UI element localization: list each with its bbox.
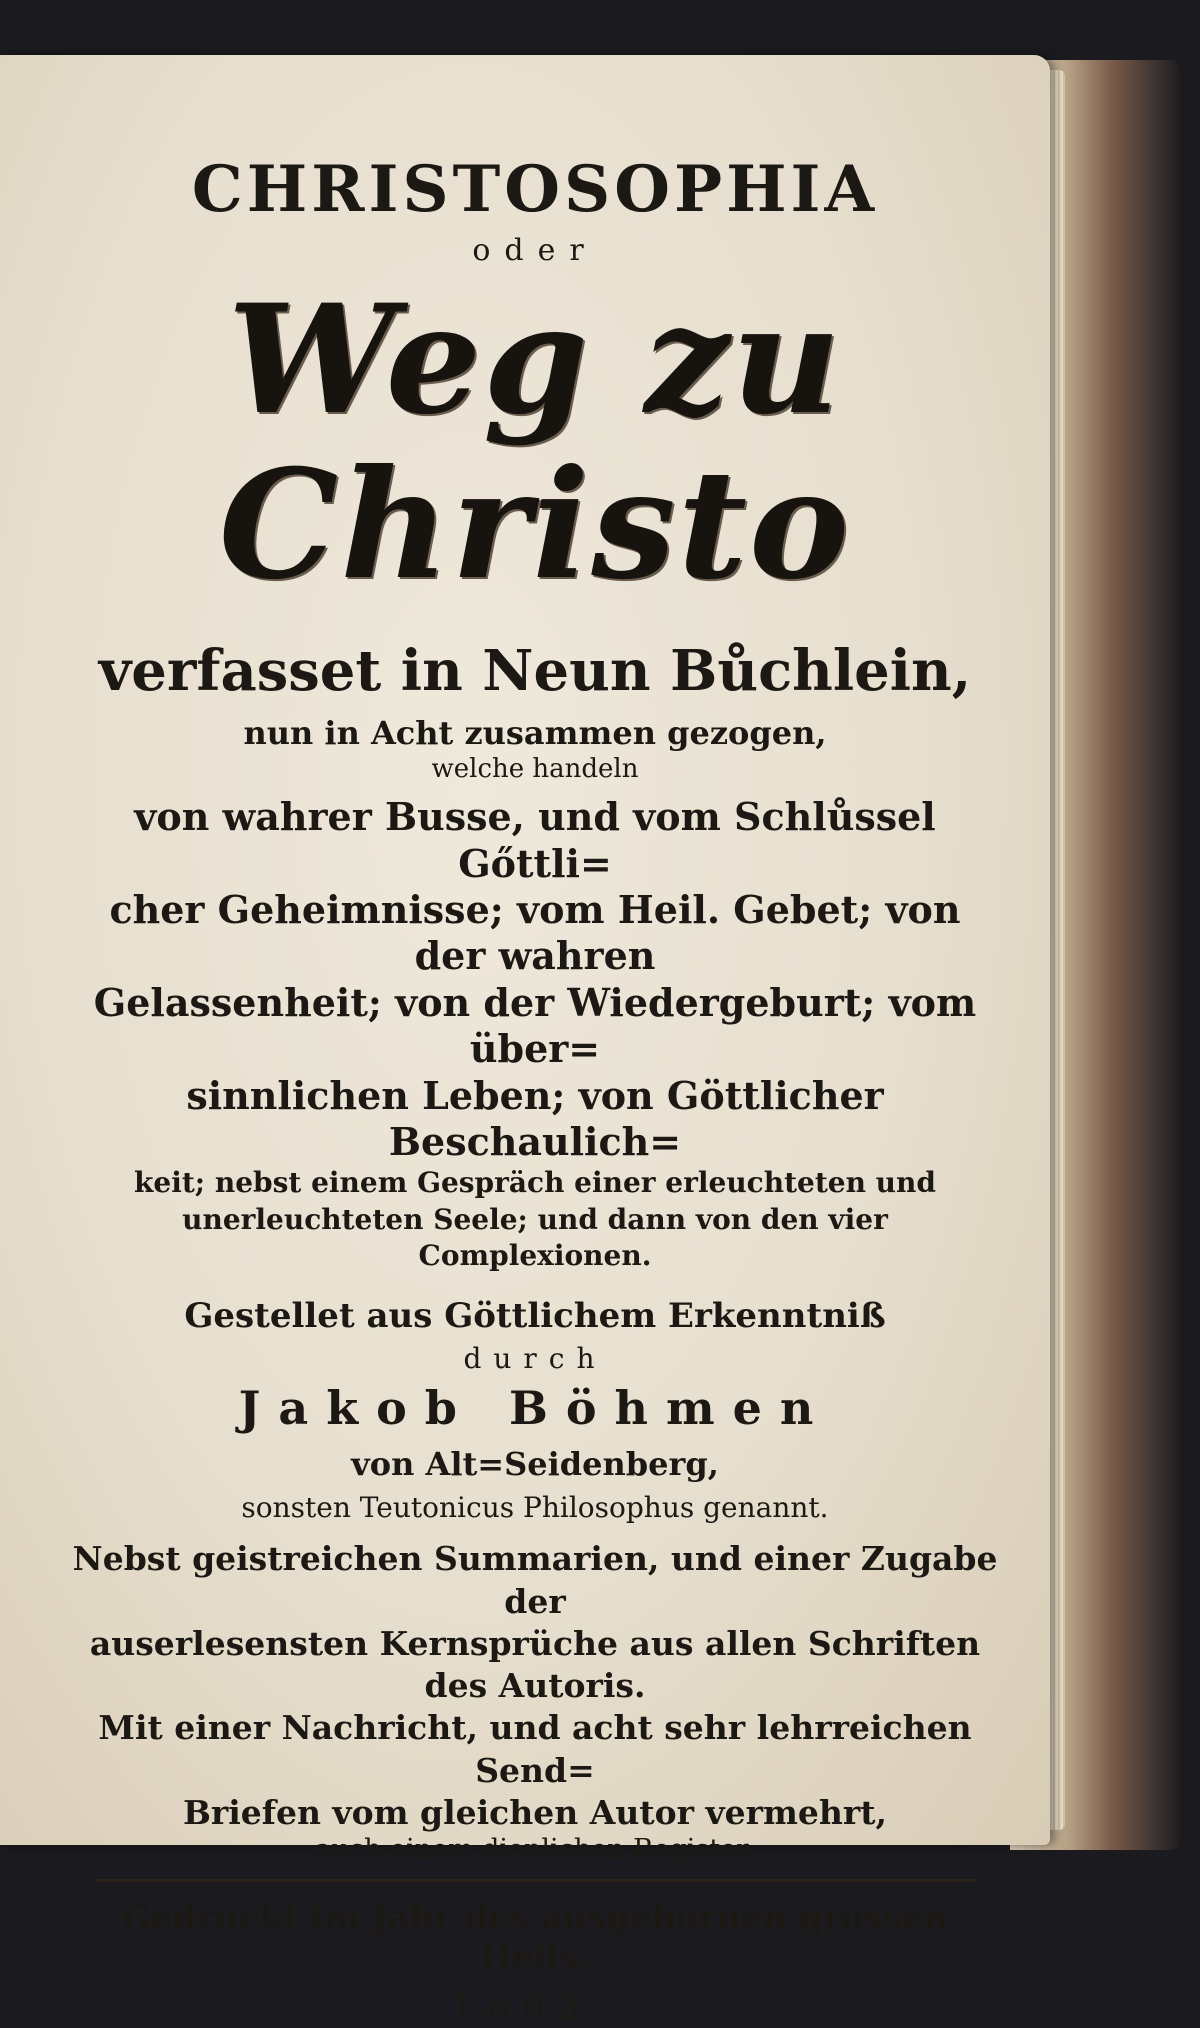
body-line: keit; nebst einem Gespräch einer erleuchteten und [134,1166,936,1200]
body-line: cher Geheimnisse; vom Heil. Gebet; von der wahren [109,887,961,979]
line-nun: nun in Acht zusammen gezogen, [243,714,827,753]
fraktur-title: Weg zu Christo [218,272,852,614]
supplement-line: Mit einer Nachricht, und acht sehr lehrreichen Send= [98,1708,972,1790]
oder-line: oder [472,233,598,269]
supplement-line: Nebst geistreichen Summarien, und einer Zugabe der [72,1539,998,1621]
supplement-line: auserlesensten Kernsprüche aus allen Schriften des Autoris. [89,1623,981,1706]
body-line: von wahrer Busse, und vom Schlůssel Gőttli= [134,794,936,886]
register-line: auch einem dienlichen Register. [315,1834,755,1866]
body-line: unerleuchteten Seele; und dann von den vier [182,1202,888,1236]
author-name: Jakob Böhmen [238,1381,832,1436]
durch-line: durch [463,1342,607,1376]
line-verfasset: verfasset in Neun Bůchlein, [98,638,972,705]
title-page [0,55,1050,2028]
author-origin: von Alt=Seidenberg, [351,1445,719,1484]
line-welche: welche handeln [431,754,639,785]
imprint-year: 1803. [451,1988,619,2028]
imprint-line: Gedruckt im Jahr des ausgebornen grossen Heils. [121,1898,949,1979]
main-title: CHRISTOSOPHIA [191,152,879,227]
body-line: Gelassenheit; von der Wiedergeburt; vom über= [93,979,977,1072]
body-line: sinnlichen Leben; von Göttlicher Beschaulich= [186,1072,884,1164]
horizontal-rule [95,1879,975,1882]
gestellet-line: Gestellet aus Göttlichem Erkenntniß [184,1296,886,1337]
body-line: Complexionen. [418,1239,652,1273]
author-epithet: sonsten Teutonicus Philosophus genannt. [241,1491,829,1525]
supplement-line: Briefen vom gleichen Autor vermehrt, [182,1792,888,1832]
title-page-content [70,152,1000,2028]
